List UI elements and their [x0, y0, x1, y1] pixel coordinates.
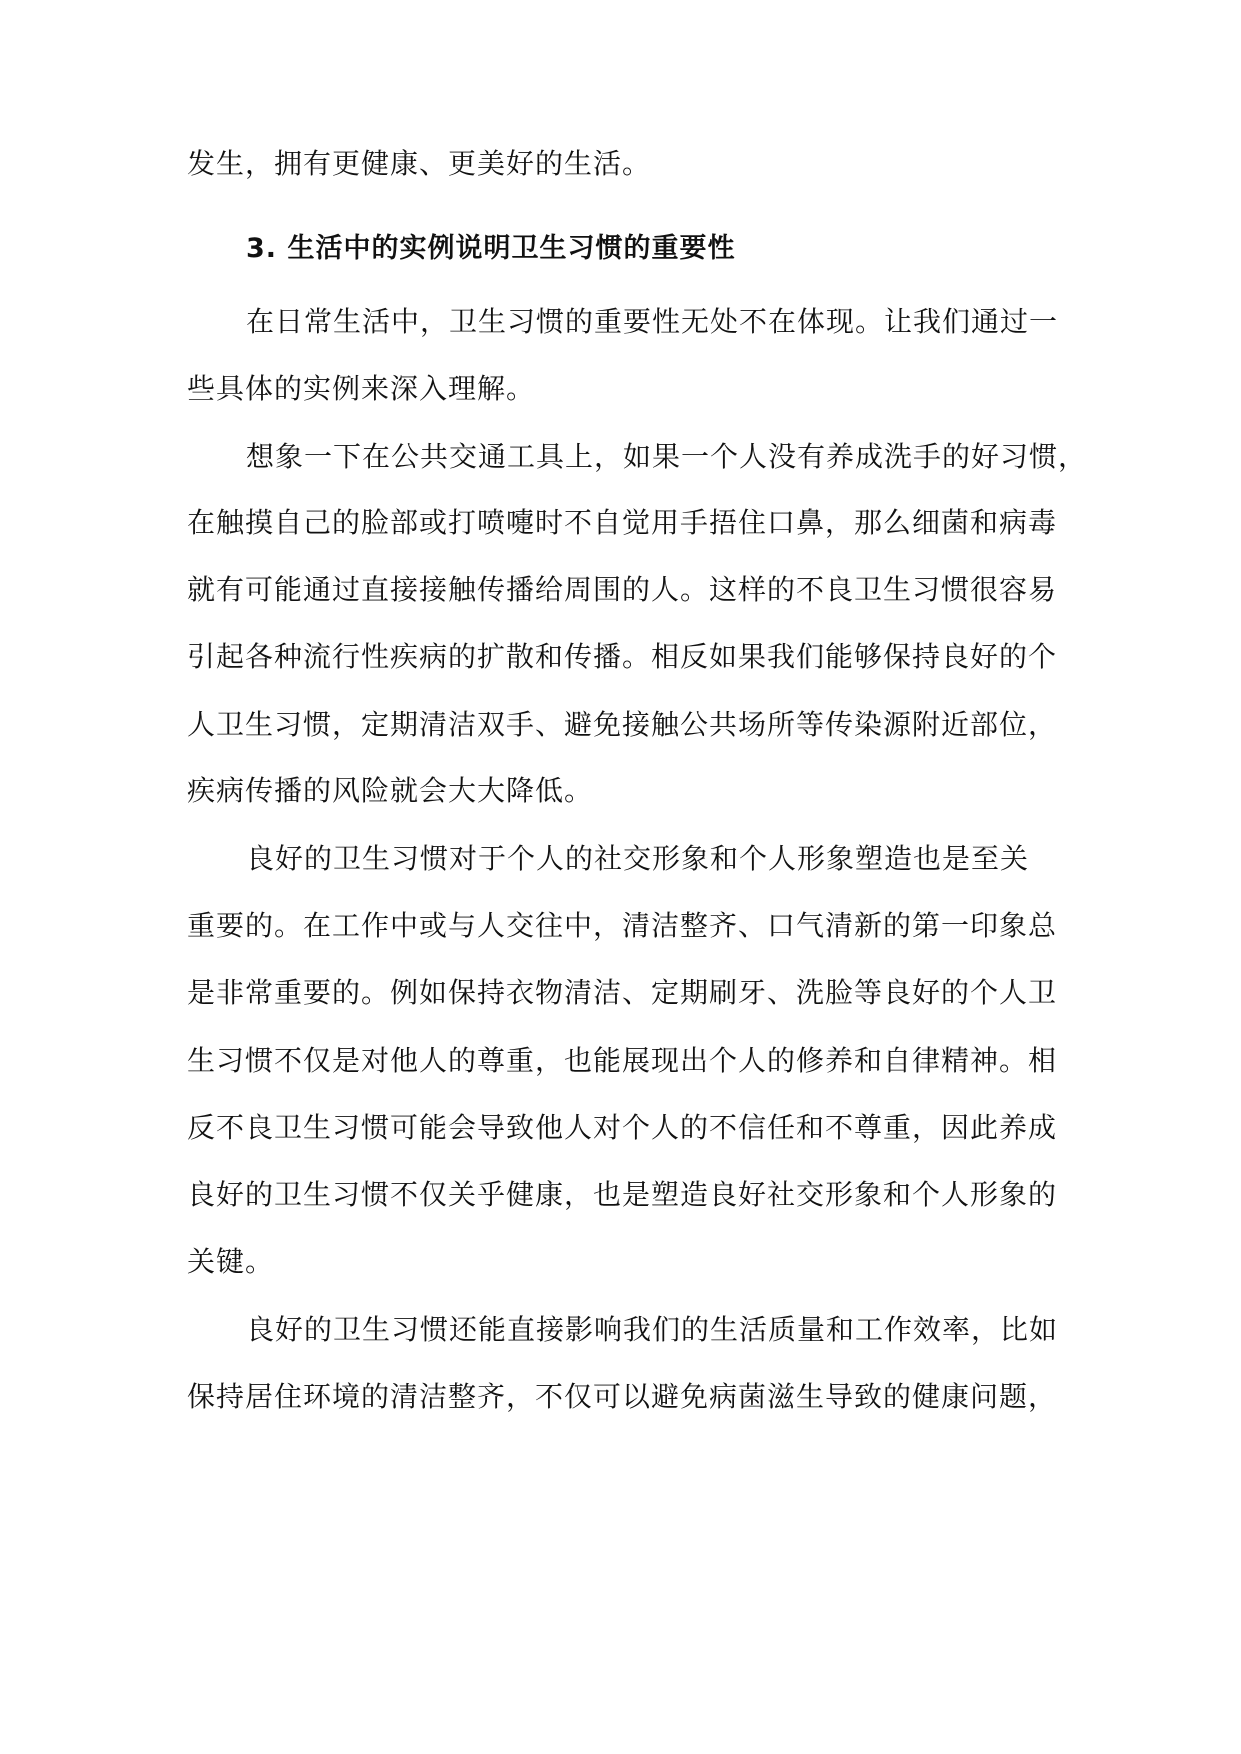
paragraph-line: 在触摸自己的脸部或打喷嚏时不自觉用手捂住口鼻，那么细菌和病毒 — [187, 506, 1058, 539]
paragraph-line: 重要的。在工作中或与人交往中，清洁整齐、口气清新的第一印象总 — [187, 909, 1058, 942]
paragraph-line: 想象一下在公共交通工具上，如果一个人没有养成洗手的好习惯， — [246, 440, 1088, 473]
paragraph-line: 良好的卫生习惯对于个人的社交形象和个人形象塑造也是至关 — [246, 842, 1030, 875]
paragraph-line: 在日常生活中，卫生习惯的重要性无处不在体现。让我们通过一 — [246, 305, 1059, 338]
paragraph-line: 反不良卫生习惯可能会导致他人对个人的不信任和不尊重，因此养成 — [187, 1111, 1058, 1144]
paragraph-line: 良好的卫生习惯不仅关乎健康，也是塑造良好社交形象和个人形象的 — [187, 1178, 1058, 1211]
section-heading: 3. 生活中的实例说明卫生习惯的重要性 — [246, 233, 736, 264]
paragraph-line: 些具体的实例来深入理解。 — [187, 372, 536, 405]
paragraph-line: 发生，拥有更健康、更美好的生活。 — [187, 147, 652, 180]
paragraph-line: 疾病传播的风险就会大大降低。 — [187, 774, 594, 807]
paragraph-line: 引起各种流行性疾病的扩散和传播。相反如果我们能够保持良好的个 — [187, 640, 1058, 673]
paragraph-line: 关键。 — [187, 1245, 275, 1278]
paragraph-line: 生习惯不仅是对他人的尊重，也能展现出个人的修养和自律精神。相 — [187, 1044, 1058, 1077]
paragraph-line: 良好的卫生习惯还能直接影响我们的生活质量和工作效率，比如 — [246, 1313, 1059, 1346]
paragraph-line: 保持居住环境的清洁整齐，不仅可以避免病菌滋生导致的健康问题， — [187, 1380, 1058, 1413]
paragraph-line: 是非常重要的。例如保持衣物清洁、定期刷牙、洗脸等良好的个人卫 — [187, 976, 1058, 1009]
paragraph-line: 就有可能通过直接接触传播给周围的人。这样的不良卫生习惯很容易 — [187, 573, 1058, 606]
paragraph-line: 人卫生习惯，定期清洁双手、避免接触公共场所等传染源附近部位， — [187, 708, 1058, 741]
